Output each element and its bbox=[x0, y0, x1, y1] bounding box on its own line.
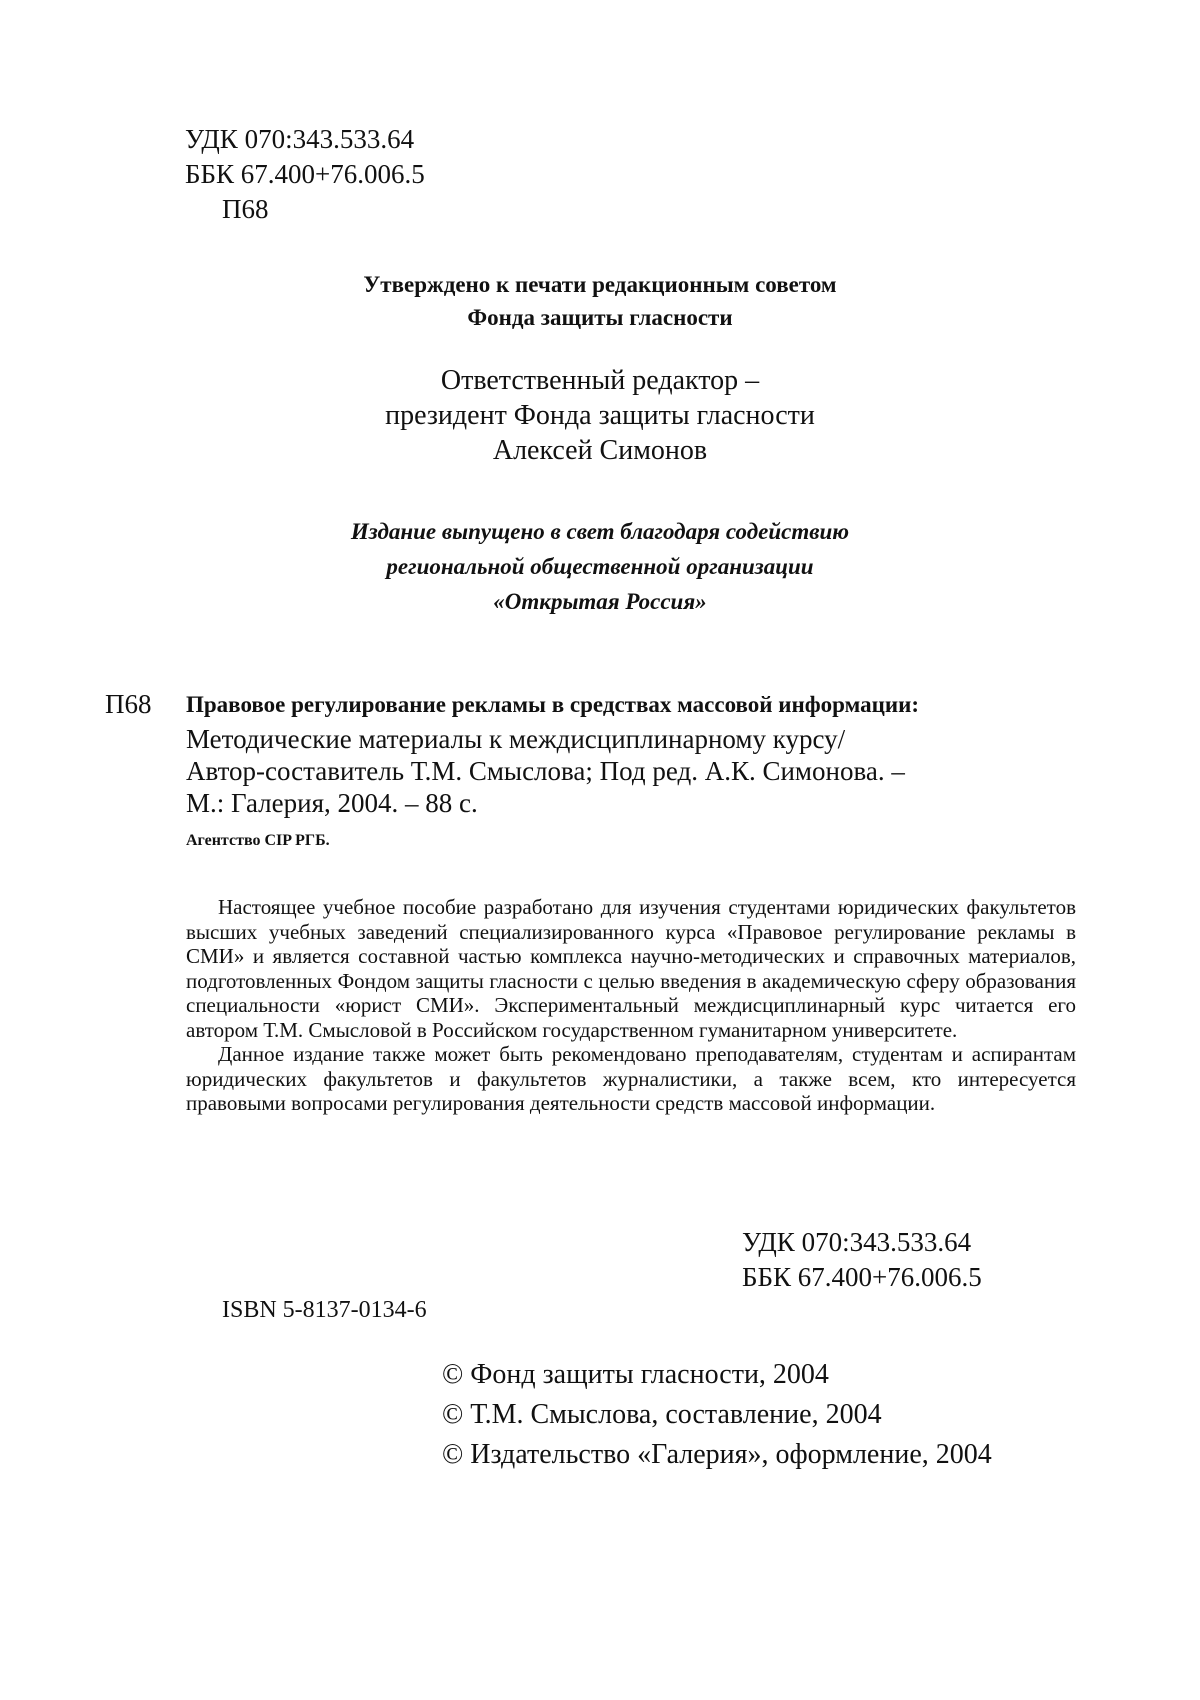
bib-line-3: М.: Галерия, 2004. – 88 с. bbox=[186, 787, 478, 819]
support-line-3: «Открытая Россия» bbox=[0, 584, 1200, 619]
abstract-paragraph: Данное издание также может быть рекомендовано преподавателям, студентам и аспирантам юридических факультетов и факультетов журналистики, а также всем, кто интересуется правовыми вопросами регулирования деятельности средств массовой информации. bbox=[186, 1042, 1076, 1116]
cip-agency: Агентство CIP РГБ. bbox=[186, 832, 330, 850]
copyright-line-2: © Т.М. Смыслова, составление, 2004 bbox=[442, 1395, 882, 1435]
isbn: ISBN 5-8137-0134-6 bbox=[222, 1297, 427, 1324]
editor-line-3: Алексей Симонов bbox=[0, 433, 1200, 468]
copyright-line-3: © Издательство «Галерия», оформление, 2004 bbox=[442, 1435, 992, 1475]
bbk-code-top: ББК 67.400+76.006.5 bbox=[185, 157, 425, 192]
bib-title: Правовое регулирование рекламы в средствах массовой информации: bbox=[186, 692, 919, 718]
abstract-paragraph: Настоящее учебное пособие разработано для изучения студентами юридических факультетов высших учебных заведений специализированного курса «Правовое регулирование рекламы в СМИ» и является составной частью комплекса научно-методических и справочных материалов, подготовленных Фондом защиты гласности с целью введения в академическую сферу образования специальности «юрист СМИ». Экспериментальный междисциплинарный курс читается его автором Т.М. Смысловой в Российском государственном гуманитарном университете. bbox=[186, 895, 1076, 1042]
udk-code-bottom: УДК 070:343.533.64 bbox=[742, 1225, 971, 1260]
approval-line-1: Утверждено к печати редакционным советом bbox=[0, 268, 1200, 301]
copyright-line-1: © Фонд защиты гласности, 2004 bbox=[442, 1355, 829, 1395]
author-cipher-top: П68 bbox=[222, 192, 269, 227]
editor-line-2: президент Фонда защиты гласности bbox=[0, 398, 1200, 433]
bib-line-1: Методические материалы к междисциплинарному курсу/ bbox=[186, 723, 845, 755]
bib-line-2: Автор-составитель Т.М. Смыслова; Под ред. А.К. Симонова. – bbox=[186, 755, 905, 787]
bib-cipher: П68 bbox=[105, 688, 152, 720]
approval-line-2: Фонда защиты гласности bbox=[0, 301, 1200, 334]
support-line-2: региональной общественной организации bbox=[0, 549, 1200, 584]
editor-line-1: Ответственный редактор – bbox=[0, 363, 1200, 398]
bbk-code-bottom: ББК 67.400+76.006.5 bbox=[742, 1260, 982, 1295]
support-line-1: Издание выпущено в свет благодаря содействию bbox=[0, 514, 1200, 549]
udk-code-top: УДК 070:343.533.64 bbox=[185, 122, 414, 157]
abstract bbox=[186, 895, 1076, 1116]
